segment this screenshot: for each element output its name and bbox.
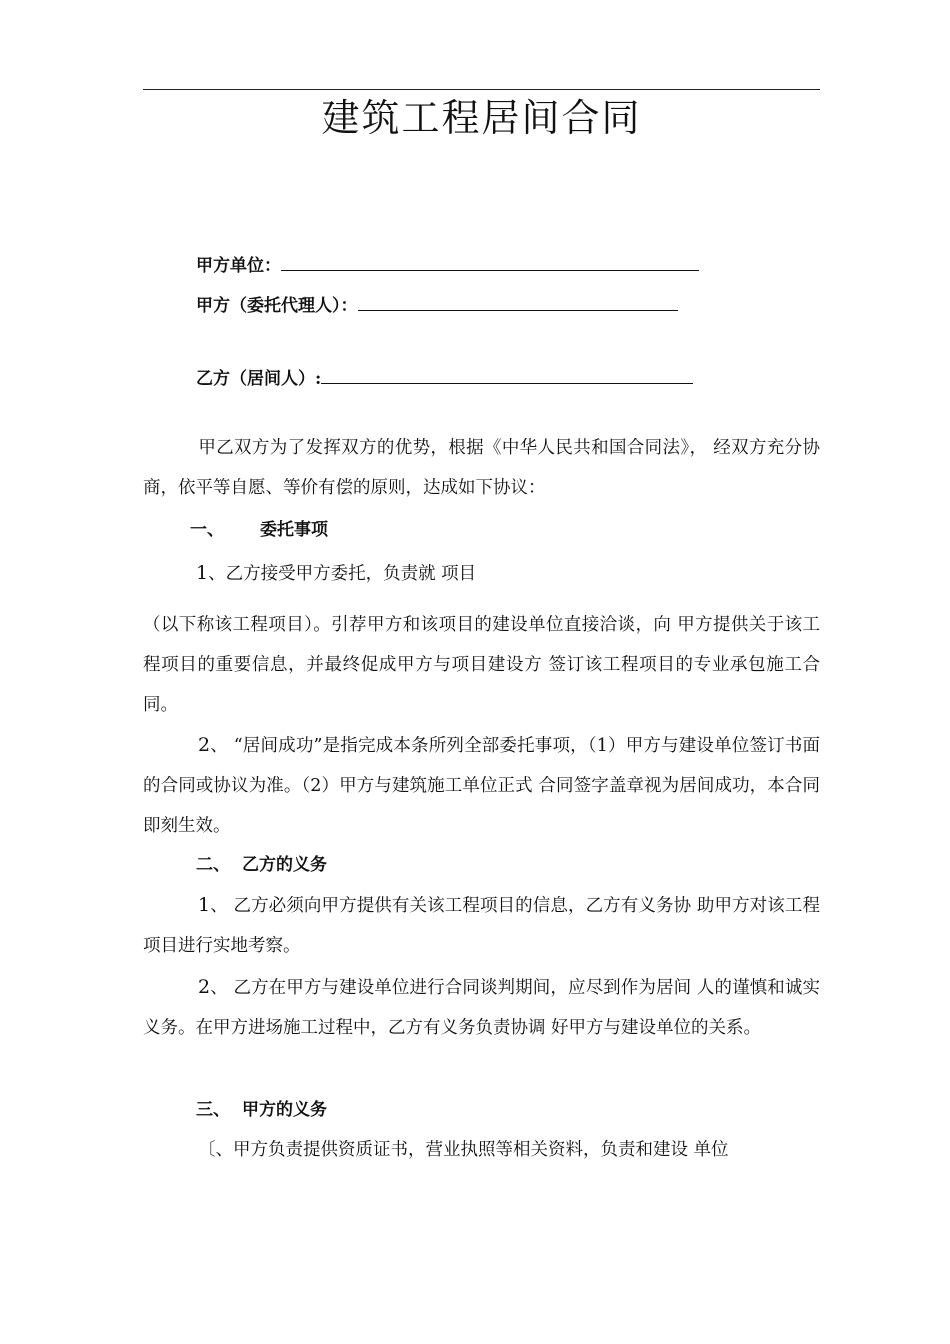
section1-item1-text: 、乙方接受甲方委托，负责就 项目 (208, 564, 477, 584)
party-a-agent-label: 甲方（委托代理人）： (196, 296, 358, 316)
party-a-unit-label: 甲方单位： (196, 256, 281, 276)
party-b-line (196, 365, 693, 391)
section3-title: 甲方的义务 (242, 1100, 327, 1120)
section2-item1-number: 1 (198, 894, 211, 916)
section1-item2-number: 2 (198, 734, 211, 756)
section3-item1-text: 〔、甲方负责提供资质证书，营业执照等相关资料，负责和建设 单位 (198, 1140, 729, 1160)
section2-item1 (143, 885, 820, 966)
party-b-label: 乙方（居间人）: (196, 369, 322, 389)
party-a-unit-blank[interactable] (281, 252, 699, 271)
section3-item1 (143, 1130, 820, 1170)
section1-item2-text: 、 “居间成功”是指完成本条所列全部委托事项，（1）甲方与建设单位签订书面的合同或协议为准。（2）甲方与建筑施工单位正式 合同签字盖章视为居间成功，本合同即刻生效。 (143, 736, 820, 836)
section1-item2 (143, 725, 820, 846)
section1-number: 一、 (190, 520, 224, 540)
section2-item2-text: 、 乙方在甲方与建设单位进行合同谈判期间，应尽到作为居间 人的谨慎和诚实义务。在甲方进场施工过程中，乙方有义务负责协调 好甲方与建设单位的关系。 (143, 978, 820, 1038)
section2-item1-text: 、 乙方必须向甲方提供有关该工程项目的信息，乙方有义务协 助甲方对该工程项目进行实地考察。 (143, 896, 820, 956)
section2-heading (196, 853, 327, 877)
header-rule (143, 89, 820, 90)
section2-title: 乙方的义务 (242, 855, 327, 875)
section2-item2 (143, 967, 820, 1048)
party-a-agent-line (196, 292, 678, 318)
intro-text: 甲乙双方为了发挥双方的优势，根据《中华人民共和国合同法》， 经双方充分协商，依平等自愿、等价有偿的原则，达成如下协议： (143, 438, 820, 498)
document-title: 建筑工程居间合同 (321, 96, 642, 140)
party-a-agent-blank[interactable] (358, 292, 678, 311)
section3-heading (196, 1098, 327, 1122)
intro-paragraph (143, 428, 820, 508)
section1-item1-line (196, 561, 476, 586)
section2-number: 二、 (196, 855, 230, 875)
section2-item2-number: 2 (198, 976, 211, 998)
section1-heading (190, 518, 328, 542)
section1-item1-number: 1 (196, 562, 209, 584)
section3-number: 三、 (196, 1100, 230, 1120)
party-a-unit-line (196, 252, 699, 278)
party-b-blank[interactable] (321, 365, 693, 384)
section1-item1-continuation (143, 605, 820, 725)
section1-title: 委托事项 (260, 520, 328, 540)
section1-item1-cont-text: （以下称该工程项目）。引荐甲方和该项目的建设单位直接洽谈，向 甲方提供关于该工程项目的重要信息，并最终促成甲方与项目建设方 签订该工程项目的专业承包施工合同。 (143, 615, 820, 715)
